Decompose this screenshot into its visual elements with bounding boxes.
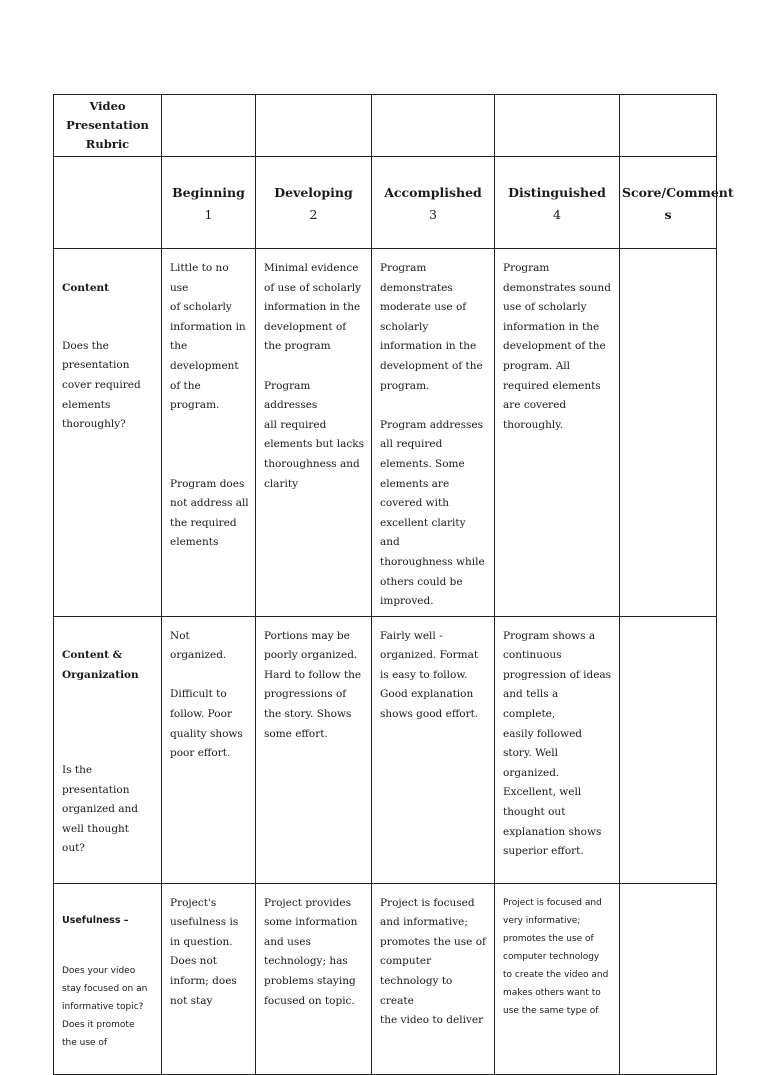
criteria-cell-developing [256,249,372,617]
rubric-table [53,94,734,1075]
header-distinguished [495,157,620,249]
empty-cell [620,95,717,157]
score-comment-cell[interactable] [620,249,717,617]
category-cell [54,616,162,883]
criteria-cell-accomplished [372,249,495,617]
empty-cell [162,95,256,157]
category-title: Content [62,281,110,294]
header-score-comments [620,157,734,249]
score-comment-text [620,249,716,263]
header-row [54,157,717,249]
criteria-text: Program demonstrates moderate use of scholarly information in the development of the program. Program addresses all required elements. Some elements are covered with excellent clarity and thoroughness while others could be improved. [380,262,485,608]
criteria-text: Portions may be poorly organized. Hard to follow the progressions of the story. Shows some effort. [264,629,362,740]
criteria-cell-beginning [162,883,256,1074]
criteria-cell-accomplished [372,616,495,883]
criteria-text: Program demonstrates sound use of scholarly information in the development of the program. All required elements are covered thoroughly. [503,262,611,431]
header-beginning [162,157,256,249]
criteria-text: Program shows a continuous progression of ideas and tells a complete, easily followed story. Well organized. Excellent, well thought out explanation shows superior effort. [503,629,612,858]
category-title: Usefulness – [62,914,129,926]
rubric-row-usefulness [54,883,717,1074]
header-label: Accomplished [384,185,482,200]
header-number: 4 [553,207,561,222]
criteria-cell-accomplished [372,883,495,1074]
title-row [54,95,717,157]
criteria-cell-beginning [162,249,256,617]
header-label: Beginning [172,185,245,200]
score-comment-text [620,884,716,898]
criteria-cell-developing [256,883,372,1074]
score-comment-cell[interactable] [620,883,717,1074]
criteria-text: Project provides some information and uses technology; has problems staying focused on topic. [264,896,358,1007]
criteria-text: Project is focused and informative; promotes the use of computer technology to create the video to deliver [380,896,486,1027]
header-number: 3 [429,207,437,222]
rubric-title: Video Presentation Rubric [66,99,149,151]
header-label: Distinguished [508,185,606,200]
empty-cell [495,95,620,157]
criteria-cell-distinguished [495,249,620,617]
criteria-text: Not organized. Difficult to follow. Poor quality shows poor effort. [170,629,243,760]
header-number: 1 [204,207,213,222]
category-cell [54,249,162,617]
criteria-text: Project is focused and very informative; promotes the use of computer technology to create the video and makes others want to use the same type of [503,897,609,1016]
criteria-text: Little to no use of scholarly information in the development of the program. Program does not address all the required elements [170,262,249,549]
category-cell [54,883,162,1074]
rubric-row-content [54,249,717,617]
header-accomplished [372,157,495,249]
header-label: Developing [274,185,353,200]
category-title: Content & Organization [62,649,139,681]
rubric-title-cell [54,95,162,157]
criteria-cell-distinguished [495,616,620,883]
criteria-text: Fairly well - organized. Format is easy to follow. Good explanation shows good effort. [380,629,479,721]
category-question: Does your video stay focused on an informative topic? Does it promote the use of [62,965,148,1048]
empty-cell [256,95,372,157]
criteria-text: Minimal evidence of use of scholarly information in the development of the program Program addresses all required elements but lacks thoroughness and clarity [264,262,364,490]
empty-header-cell [54,157,162,249]
category-question: Is the presentation organized and well thought out? [62,764,138,855]
header-number: 2 [309,207,318,222]
criteria-text: Project's usefulness is in question. Does not inform; does not stay [170,896,239,1007]
category-question: Does the presentation cover required elements thoroughly? [62,339,141,431]
score-comment-cell[interactable] [620,616,717,883]
criteria-cell-distinguished [495,883,620,1074]
criteria-cell-developing [256,616,372,883]
header-label: Score/Comment s [622,185,734,222]
empty-cell [372,95,495,157]
score-comment-text [620,617,716,631]
header-developing [256,157,372,249]
criteria-cell-beginning [162,616,256,883]
rubric-row-organization [54,616,717,883]
